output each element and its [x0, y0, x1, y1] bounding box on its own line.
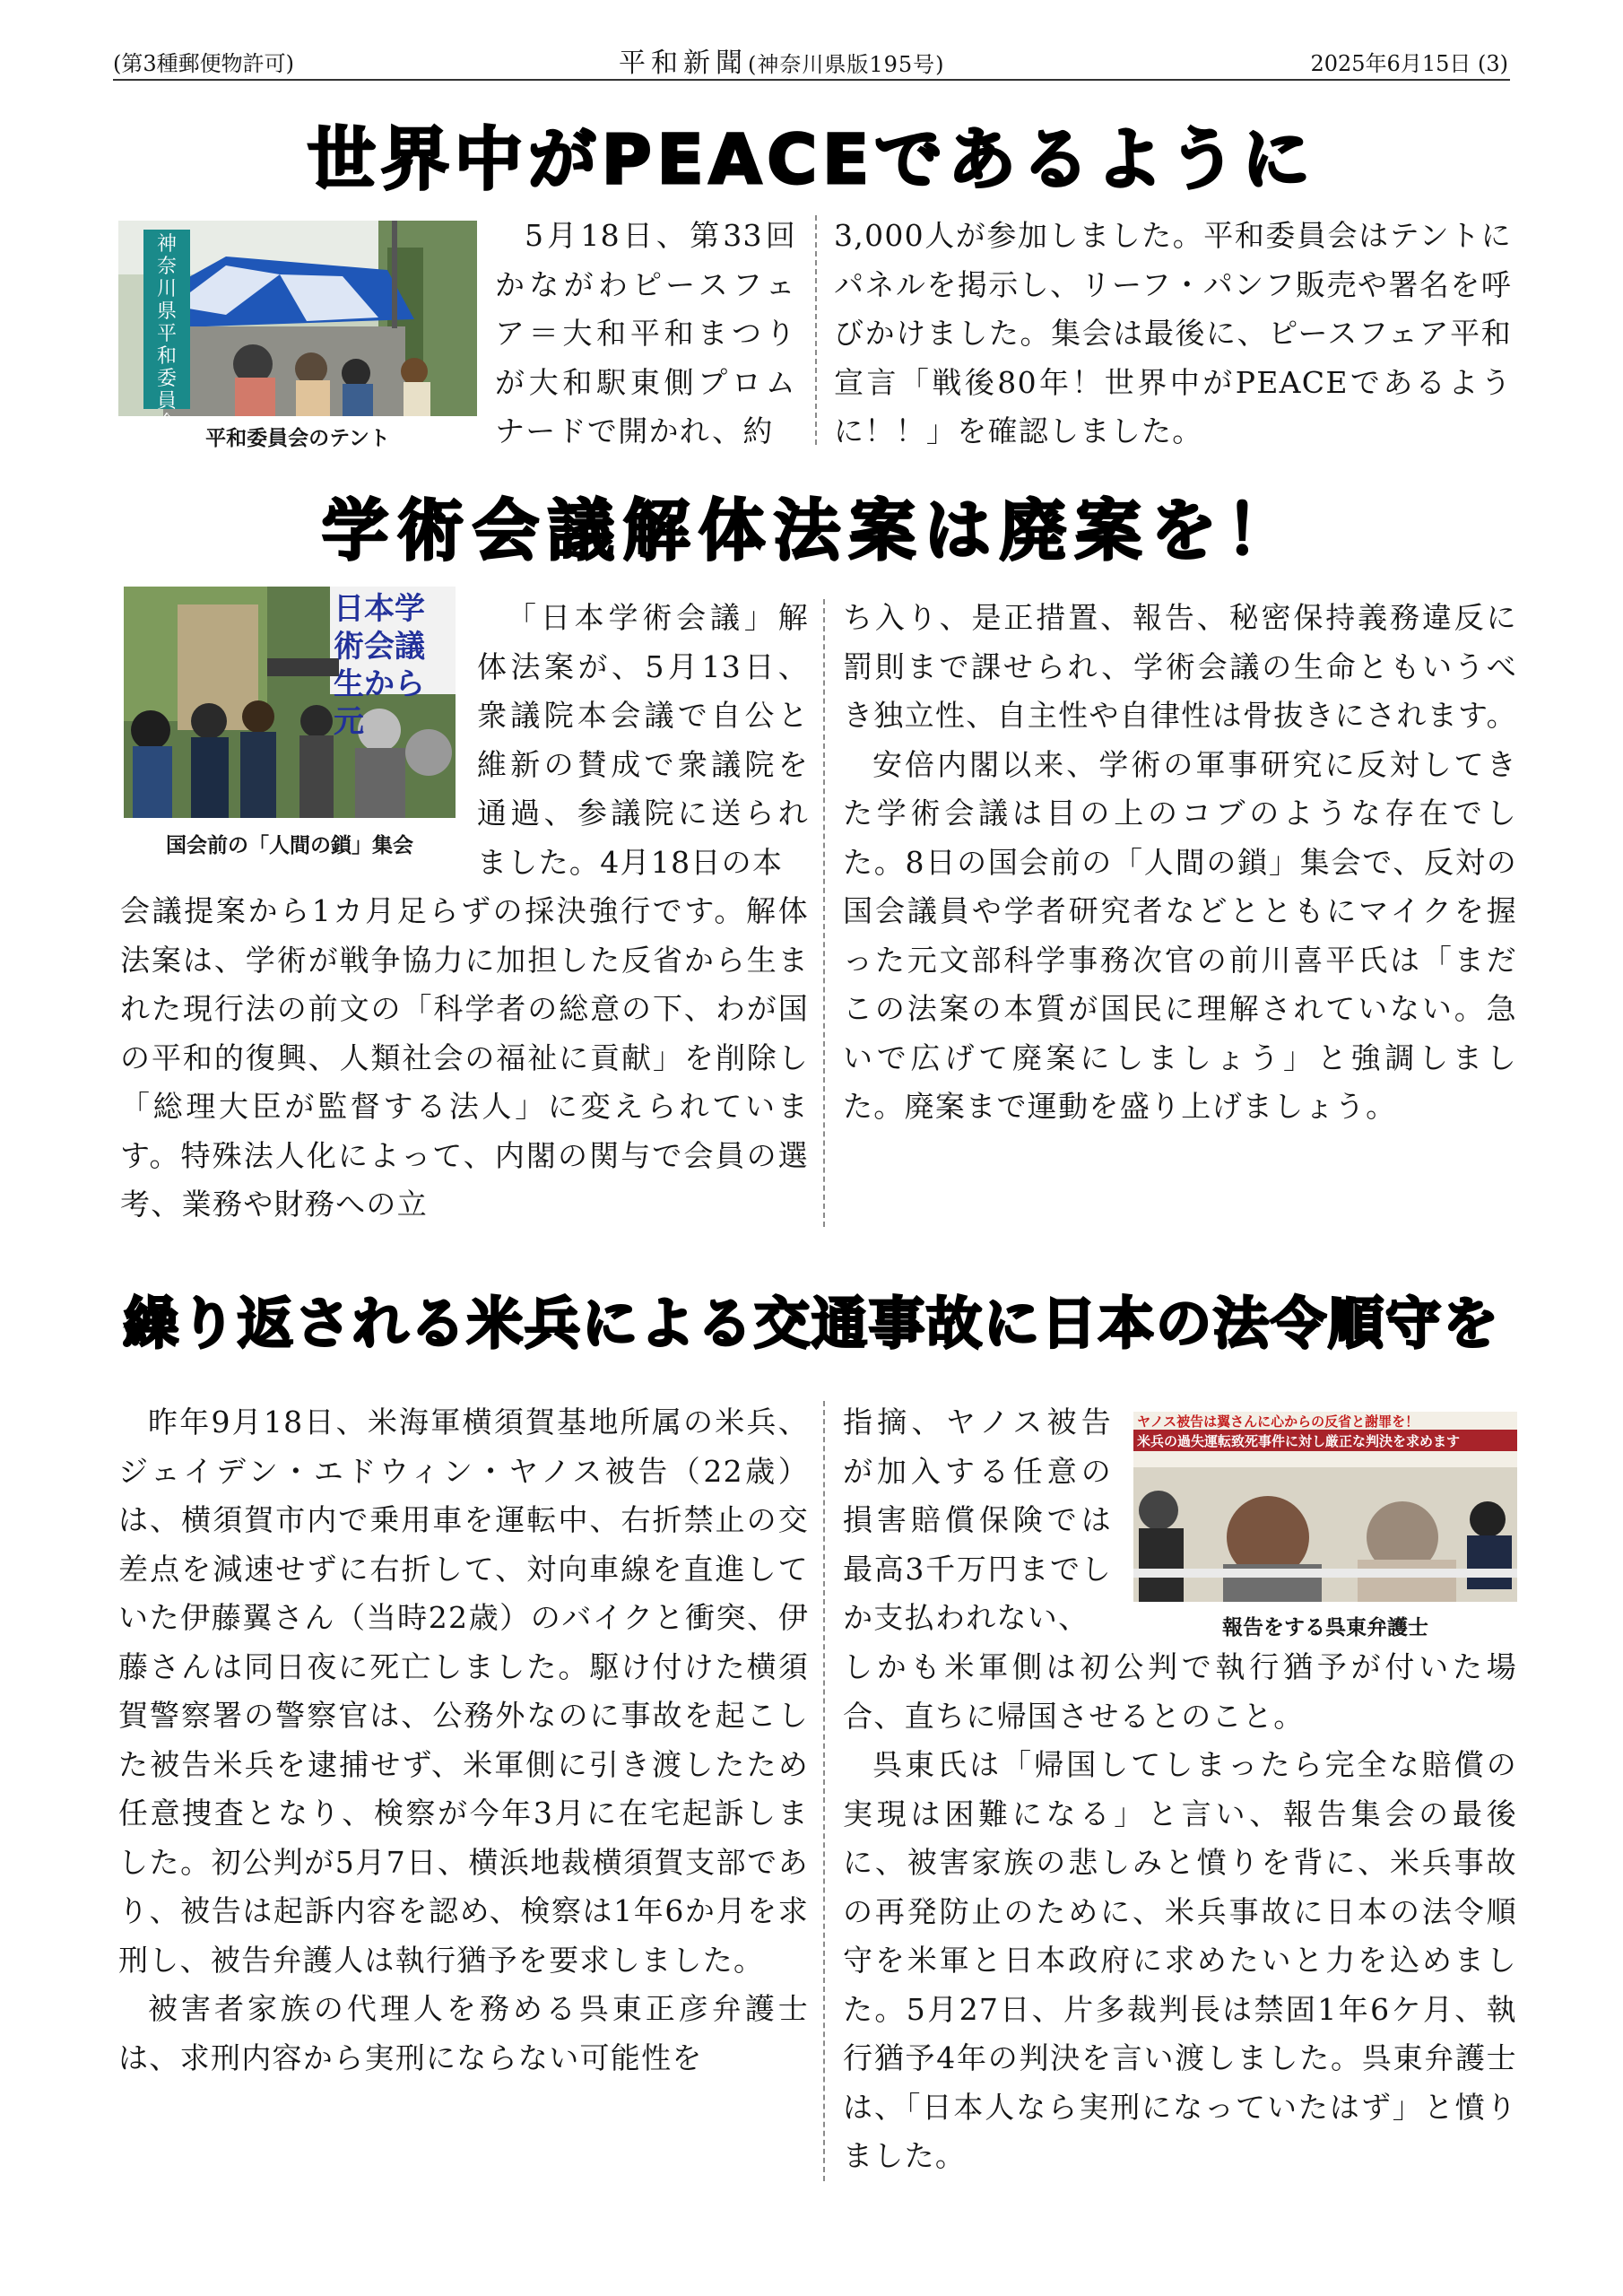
article3-column-2-top: 指摘、ヤノス被告が加入する任意の損害賠償保険では最高3千万円までしか支払われない、: [843, 1405, 1112, 1635]
article2-column-2-para-2: 安倍内閣以来、学術の軍事研究に反対してきた学術会議は目の上のコブのような存在でした。8日の国会前の「人間の鎖」集会で、反対の国会議員や学者研究者などとともにマイクを握った元文部科学事務次官の前川喜平氏は「まだこの法案の本質が国民に理解されていない。急いで広げて廃案にしましょう」と強調しました。廃案まで運動を盛り上げましょう。: [843, 746, 1517, 1124]
article3-column-2-para-1: しかも米軍側は初公判で執行猶予が付いた場合、直ちに帰国させるとのこと。: [843, 1649, 1517, 1734]
tent-banner-text: 神奈川県平和委員会: [156, 233, 177, 435]
tent-photo: [118, 221, 477, 435]
article1-column-2: 3,000人が参加しました。平和委員会はテントにパネルを掲示し、リーフ・パンフ販売や署名を呼びかけました。集会は最後に、ピースフェア平和宣言「戦後80年！世界中がPEACEであるように！！」を確認しました。: [834, 218, 1512, 448]
article1-column-1: 5月18日、第33回かながわピースフェア＝大和平和まつりが大和駅東側プロムナードで開かれ、約: [495, 218, 796, 448]
column-divider: [815, 215, 817, 445]
lawyer-report-photo-caption: 報告をする呉東弁護士: [1222, 1616, 1428, 1639]
article2-column-2-para-1: ち入り、是正措置、報告、秘密保持義務違反に罰則まで課せられ、学術会議の生命ともいうべき独立性、自主性や自律性は骨抜きにされます。: [843, 600, 1517, 733]
article2-column-2: [843, 594, 1517, 1132]
article3-column-1: [118, 1398, 809, 2083]
masthead: [619, 50, 945, 78]
human-chain-photo-caption: 国会前の「人間の鎖」集会: [166, 834, 413, 857]
date-page: 2025年6月15日 (3): [1310, 51, 1508, 76]
protest-sign-text: 日本学術会議生から元: [334, 591, 425, 740]
meeting-banner-line-1: ヤノス被告は翼さんに心からの反省と謝罪を！: [1137, 1413, 1419, 1430]
article1-headline: 世界中がPEACEであるように: [307, 119, 1316, 199]
article2-column-1-top: 「日本学術会議」解体法案が、5月13日、衆議院本会議で自公と維新の賛成で衆議院を通過、参議院に送られました。4月18日の本: [477, 600, 809, 880]
column-divider: [823, 599, 825, 1227]
article3-column-1-para-2: 被害者家族の代理人を務める呉東正彦弁護士は、求刑内容から実刑にならない可能性を: [118, 1991, 809, 2075]
lawyer-report-photo: [1133, 1412, 1517, 1602]
edition: (神奈川県版195号): [748, 52, 945, 77]
meeting-banner-line-2: 米兵の過失運転致死事件に対し厳正な判決を求めます: [1137, 1433, 1461, 1449]
header-rule: [113, 79, 1510, 81]
postal-permit: (第3種郵便物許可): [113, 51, 294, 76]
article3-column-2: [843, 1643, 1517, 2181]
article3-column-2-para-2: 呉東氏は「帰国してしまったら完全な賠償の実現は困難になる」と言い、報告集会の最後に、被害家族の悲しみと憤りを背に、米兵事故の再発防止のために、米兵事故に日本の法令順守を米軍と日本政府に求めたいと力を込めました。5月27日、片多裁判長は禁固1年6ケ月、執行猶予4年の判決を言い渡しました。呉東弁護士は、「日本人なら実刑になっていたはず」と憤りました。: [843, 1747, 1517, 2173]
paper-name: 平和新聞: [619, 48, 748, 79]
human-chain-photo: [124, 587, 456, 818]
article3-column-1-para-1: 昨年9月18日、米海軍横須賀基地所属の米兵、ジェイデン・エドウィン・ヤノス被告（22歳）は、横須賀市内で乗用車を運転中、右折禁止の交差点を減速せずに右折して、対向車線を直進していた伊藤翼さん（当時22歳）のバイクと衝突、伊藤さんは同日夜に死亡しました。駆け付けた横須賀警察署の警察官は、公務外なのに事故を起こした被告米兵を逮捕せず、米軍側に引き渡したため任意捜査となり、検察が今年3月に在宅起訴しました。初公判が5月7日、横浜地裁横須賀支部であり、被告は起訴内容を認め、検察は1年6か月を求刑し、被告弁護人は執行猶予を要求しました。: [118, 1405, 809, 1978]
article2-headline: 学術会議解体法案は廃案を！: [322, 492, 1301, 570]
article3-headline: 繰り返される米兵による交通事故に日本の法令順守を: [122, 1291, 1500, 1356]
tent-photo-caption: 平和委員会のテント: [205, 427, 390, 450]
article2-column-1-bottom: 会議提案から1カ月足らずの採決強行です。解体法案は、学術が戦争協力に加担した反省から生まれた現行法の前文の「科学者の総意の下、わが国の平和的復興、人類社会の福祉に貢献」を削除し「総理大臣が監督する法人」に変えられています。特殊法人化によって、内閣の関与で会員の選考、業務や財務への立: [120, 893, 809, 1222]
column-divider: [823, 1401, 825, 2181]
